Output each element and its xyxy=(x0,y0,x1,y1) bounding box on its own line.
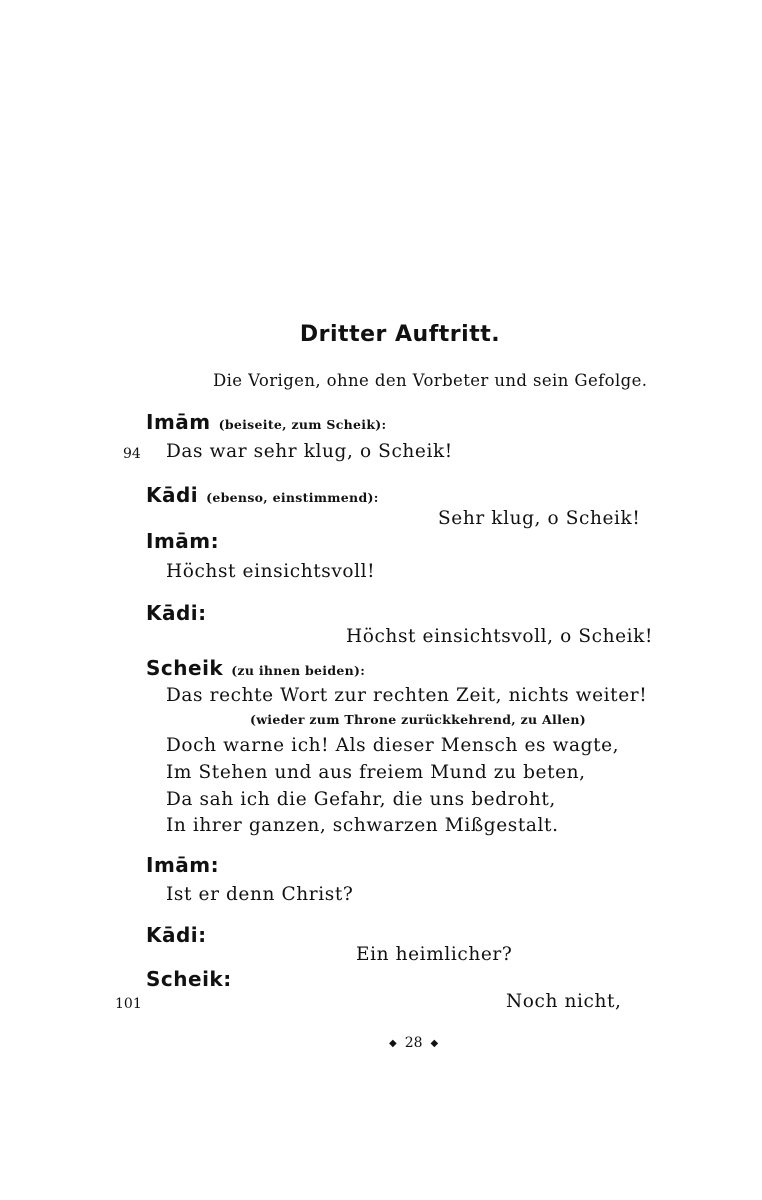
verse-line: In ihrer ganzen, schwarzen Mißgestalt. xyxy=(166,815,559,836)
speaker-name: Kādi xyxy=(146,483,199,507)
speaker-name: Imām xyxy=(146,410,211,434)
speaker-direction: (zu ihnen beiden): xyxy=(231,663,366,678)
verse-line: Sehr klug, o Scheik! xyxy=(438,508,641,529)
ornament-right-icon: ◆ xyxy=(430,1037,439,1049)
page-number: 28 xyxy=(404,1035,423,1051)
verse-line: Ein heimlicher? xyxy=(356,944,513,965)
verse-line: Höchst einsichtsvoll, o Scheik! xyxy=(346,626,654,647)
speaker-heading xyxy=(146,656,365,680)
line-number: 101 xyxy=(115,996,142,1012)
stage-direction-inline: (wieder zum Throne zurückkehrend, zu Allen) xyxy=(250,712,586,727)
speaker-direction: (beiseite, zum Scheik): xyxy=(218,417,387,432)
verse-line: Das rechte Wort zur rechten Zeit, nichts weiter! xyxy=(166,685,648,706)
verse-line: Das war sehr klug, o Scheik! xyxy=(166,441,453,462)
stage-direction: Die Vorigen, ohne den Vorbeter und sein Gefolge. xyxy=(213,371,648,390)
speaker-name: Scheik: xyxy=(146,967,232,991)
verse-line: Doch warne ich! Als dieser Mensch es wagte, xyxy=(166,735,620,756)
speaker-heading xyxy=(146,410,386,434)
speaker-name: Scheik xyxy=(146,656,224,680)
verse-line: Ist er denn Christ? xyxy=(166,884,354,905)
speaker-direction: (ebenso, einstimmend): xyxy=(206,490,379,505)
speaker-name: Kādi: xyxy=(146,601,207,625)
verse-line: Im Stehen und aus freiem Mund zu beten, xyxy=(166,762,586,783)
speaker-name: Kādi: xyxy=(146,923,207,947)
verse-line: Noch nicht, xyxy=(506,991,622,1012)
speaker-name: Imām: xyxy=(146,853,220,877)
ornament-left-icon: ◆ xyxy=(389,1037,397,1049)
speaker-heading xyxy=(146,483,379,507)
scene-title: Dritter Auftritt. xyxy=(299,322,501,347)
speaker-name: Imām: xyxy=(146,529,220,553)
verse-line: Höchst einsichtsvoll! xyxy=(166,561,376,582)
verse-line: Da sah ich die Gefahr, die uns bedroht, xyxy=(166,789,556,810)
line-number: 94 xyxy=(123,446,141,462)
page-footer xyxy=(381,1035,461,1051)
